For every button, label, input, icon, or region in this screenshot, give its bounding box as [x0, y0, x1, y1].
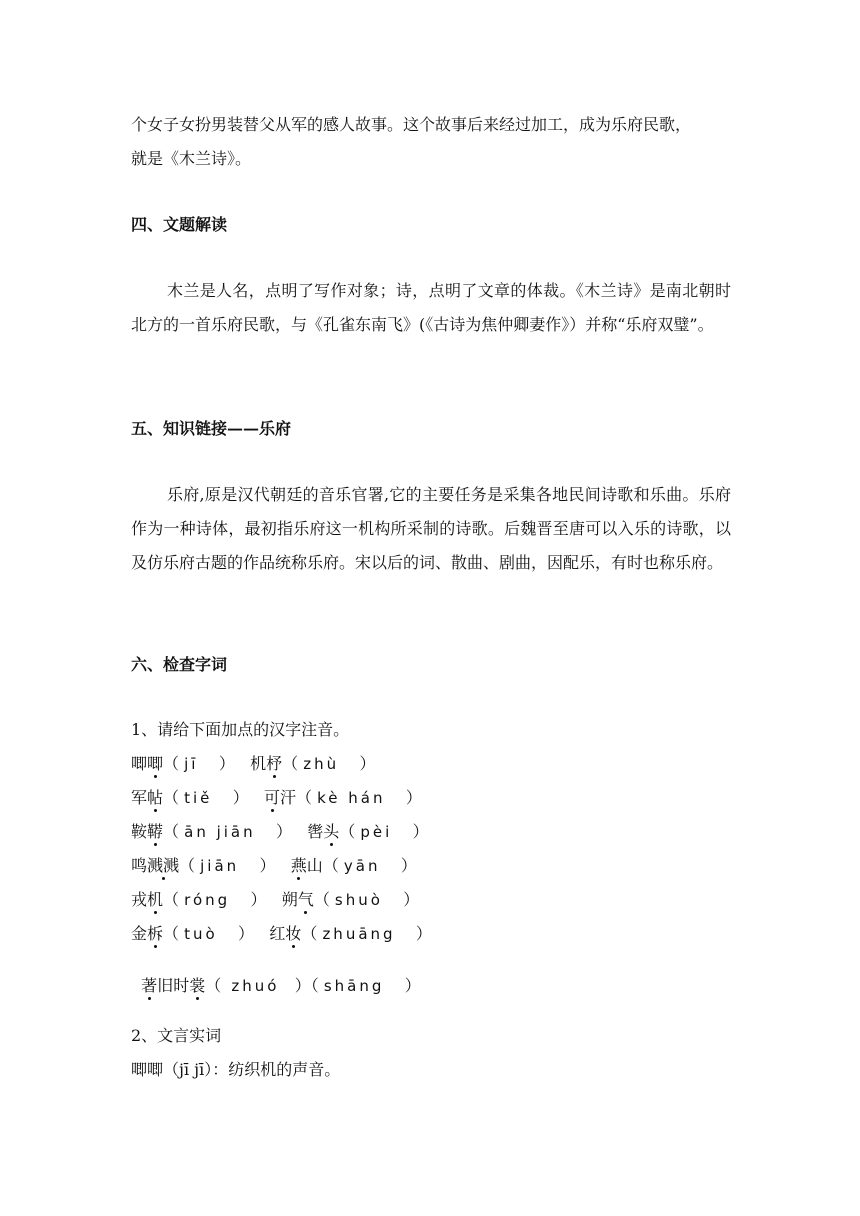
bracket: （	[301, 924, 323, 943]
pinyin-row	[131, 921, 432, 944]
bracket: （	[179, 856, 201, 875]
pinyin-answer: tiě	[184, 789, 213, 807]
word-char: 鸣	[131, 856, 148, 875]
section-5-body: 乐府,原是汉代朝廷的音乐官署,它的主要任务是采集各地民间诗歌和乐曲。乐府作为一种诗体，最初指乐府这一机构所采制的诗歌。后魏晋至唐可以入乐的诗歌，以及仿乐府古题的作品统称乐府。宋以后的词、散曲、剧曲，因配乐，有时也称乐府。	[131, 485, 731, 572]
pinyin-answer: róng	[184, 891, 231, 909]
word-char: 汗	[280, 788, 297, 807]
question-2-line: 唧唧（jī jī）：纺织机的声音。	[131, 1060, 341, 1079]
dotted-char: 溅溅	[147, 856, 180, 875]
word-char: 头	[323, 822, 340, 841]
bracket: ）	[255, 822, 308, 841]
intro-line-2: 就是《木兰诗》。	[131, 149, 252, 168]
pinyin-answer: ān jiān	[184, 823, 256, 841]
pinyin-answer: kè hán	[317, 789, 386, 807]
pinyin-answer: zhuó	[231, 977, 280, 995]
pinyin-answer: jiān	[200, 857, 240, 875]
word-char: 军	[131, 788, 148, 807]
pinyin-answer: yān	[343, 857, 381, 875]
bracket: （	[313, 890, 335, 909]
bracket: （	[163, 890, 185, 909]
word-char: 山	[306, 856, 323, 875]
word-char: 戎	[131, 890, 148, 909]
bracket: ）	[212, 788, 265, 807]
word-char: 机	[250, 754, 267, 773]
word-char: 气	[297, 890, 314, 909]
pinyin-row-7: 著旧时裳（ zhuó ）（ shāng ）	[141, 976, 421, 995]
pinyin-answer: shuò	[334, 891, 383, 909]
pinyin-row	[131, 819, 429, 842]
pinyin-answer: shāng	[323, 977, 385, 995]
bracket: （	[163, 788, 185, 807]
word-char: 鞍	[131, 822, 148, 841]
section-6-heading: 六、检查字词	[131, 655, 228, 674]
intro-line-1: 个女子女扮男装替父从军的感人故事。这个故事后来经过加工，成为乐府民歌，	[131, 115, 692, 134]
bracket: （	[339, 822, 361, 841]
pinyin-answer: zhù	[303, 755, 340, 773]
pinyin-row	[131, 751, 375, 774]
bracket: ）	[339, 754, 376, 773]
bracket: ）	[392, 822, 429, 841]
dotted-char: 帖	[147, 788, 164, 807]
bracket: （	[282, 754, 304, 773]
pinyin-row	[131, 785, 422, 808]
question-1-title: 1、请给下面加点的汉字注音。	[131, 720, 350, 739]
bracket: ）	[382, 890, 420, 909]
word-char: 可	[264, 788, 281, 807]
bracket: （	[322, 856, 344, 875]
dotted-char: 著	[141, 976, 158, 995]
bracket: ）	[230, 890, 282, 909]
bracket: ）	[198, 754, 251, 773]
pinyin-answer: tuò	[184, 925, 218, 943]
pinyin-row	[131, 887, 419, 910]
bracket: （	[163, 924, 185, 943]
pinyin-answer: jī	[184, 755, 199, 773]
pinyin-row	[131, 853, 417, 876]
section-4-heading: 四、文题解读	[131, 215, 228, 234]
bracket: ）	[380, 856, 417, 875]
dotted-char: 机	[147, 890, 164, 909]
word-char: 红	[269, 924, 286, 943]
word-char: 唧	[131, 754, 148, 773]
bracket: ）	[385, 788, 422, 807]
bracket: ）	[395, 924, 432, 943]
pinyin-answer: zhuāng	[322, 925, 396, 943]
plain-char: 旧时	[157, 976, 190, 995]
section-5-heading: 五、知识链接——乐府	[131, 419, 292, 438]
pinyin-answer: pèi	[360, 823, 393, 841]
word-char: 金	[131, 924, 148, 943]
section-4-body: 木兰是人名，点明了写作对象；诗，点明了文章的体裁。《木兰诗》是南北朝时北方的一首乐府民歌，与《孔雀东南飞》(《古诗为焦仲卿妻作》）并称“乐府双璧”。	[131, 281, 731, 334]
dotted-char: 鞯	[147, 822, 164, 841]
bracket: （	[163, 822, 185, 841]
bracket: （	[163, 754, 185, 773]
word-char: 辔	[307, 822, 324, 841]
bracket: （	[296, 788, 318, 807]
bracket: ）	[239, 856, 291, 875]
dotted-char: 唧	[147, 754, 164, 773]
bracket: ）	[217, 924, 270, 943]
dotted-char: 柝	[147, 924, 164, 943]
word-char: 燕	[290, 856, 307, 875]
word-char: 杼	[266, 754, 283, 773]
question-2-title: 2、文言实词	[131, 1026, 222, 1045]
word-char: 朔	[281, 890, 298, 909]
dotted-char: 裳	[189, 976, 206, 995]
word-char: 妆	[285, 924, 302, 943]
